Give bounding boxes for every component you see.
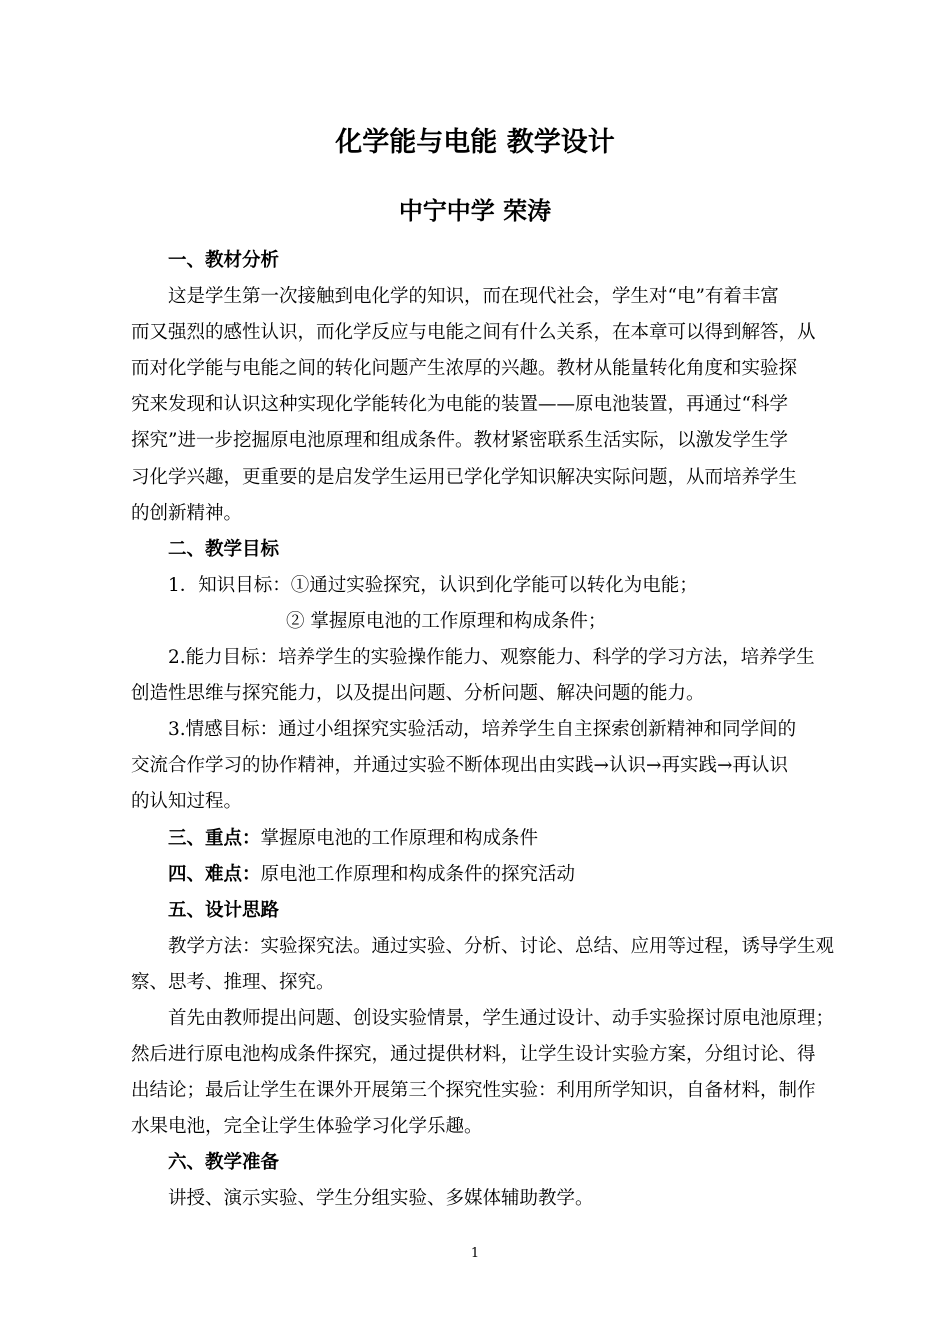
paragraph-line: 出结论；最后让学生在课外开展第三个探究性实验：利用所学知识，自备材料，制作	[131, 1080, 816, 1102]
paragraph-line: 讲授、演示实验、学生分组实验、多媒体辅助教学。	[168, 1188, 594, 1210]
paragraph-line: 习化学兴趣，更重要的是启发学生运用已学化学知识解决实际问题，从而培养学生	[131, 466, 798, 488]
key-point-text: 掌握原电池的工作原理和构成条件	[260, 827, 539, 849]
paragraph-line: 究来发现和认识这种实现化学能转化为电能的装置——原电池装置，再通过“科学	[131, 394, 788, 416]
paragraph-line: 教学方法：实验探究法。通过实验、分析、讨论、总结、应用等过程，诱导学生观	[168, 935, 835, 957]
paragraph-line: 首先由教师提出问题、创设实验情景，学生通过设计、动手实验探讨原电池原理；	[168, 1007, 835, 1029]
paragraph-line: ② 掌握原电池的工作原理和构成条件；	[286, 610, 607, 632]
section-heading-3: 三、重点：	[168, 827, 261, 849]
section-heading-4: 四、难点：	[168, 863, 261, 885]
paragraph-line: 而又强烈的感性认识，而化学反应与电能之间有什么关系，在本章可以得到解答，从	[131, 322, 816, 344]
page-number: 1	[470, 1246, 480, 1261]
key-point-line	[131, 821, 821, 857]
paragraph-line: 的创新精神。	[131, 502, 243, 524]
paragraph-line: 交流合作学习的协作精神，并通过实验不断体现出由实践→认识→再实践→再认识	[131, 755, 789, 777]
paragraph-line: 察、思考、推理、探究。	[131, 971, 335, 993]
paragraph-line: 水果电池，完全让学生体验学习化学乐趣。	[131, 1116, 483, 1138]
paragraph-line: 而对化学能与电能之间的转化问题产生浓厚的兴趣。教材从能量转化角度和实验探	[131, 358, 798, 380]
section-heading-6: 六、教学准备	[168, 1152, 280, 1174]
paragraph-line: 探究”进一步挖掘原电池原理和组成条件。教材紧密联系生活实际，以激发学生学	[131, 430, 788, 452]
difficulty-text: 原电池工作原理和构成条件的探究活动	[260, 863, 576, 885]
document-body	[131, 243, 835, 1218]
document-title: 化学能与电能 教学设计	[335, 127, 615, 158]
paragraph-line: 这是学生第一次接触到电化学的知识，而在现代社会，学生对“电”有着丰富	[168, 286, 779, 308]
paragraph-line: 1．知识目标：①通过实验探究，认识到化学能可以转化为电能；	[168, 574, 698, 596]
difficulty-line	[131, 857, 821, 893]
paragraph-line: 然后进行原电池构成条件探究，通过提供材料，让学生设计实验方案，分组讨论、得	[131, 1044, 816, 1066]
section-heading-2: 二、教学目标	[168, 538, 280, 560]
section-heading-5: 五、设计思路	[168, 899, 280, 921]
section-heading-1: 一、教材分析	[168, 250, 280, 271]
document-author: 中宁中学 荣涛	[398, 197, 552, 225]
paragraph-line: 的认知过程。	[131, 791, 243, 813]
paragraph-line: 2.能力目标：培养学生的实验操作能力、观察能力、科学的学习方法，培养学生	[168, 647, 815, 669]
paragraph-line: 3.情感目标：通过小组探究实验活动，培养学生自主探索创新精神和同学间的	[168, 719, 797, 741]
paragraph-line: 创造性思维与探究能力，以及提出问题、分析问题、解决问题的能力。	[131, 683, 705, 705]
